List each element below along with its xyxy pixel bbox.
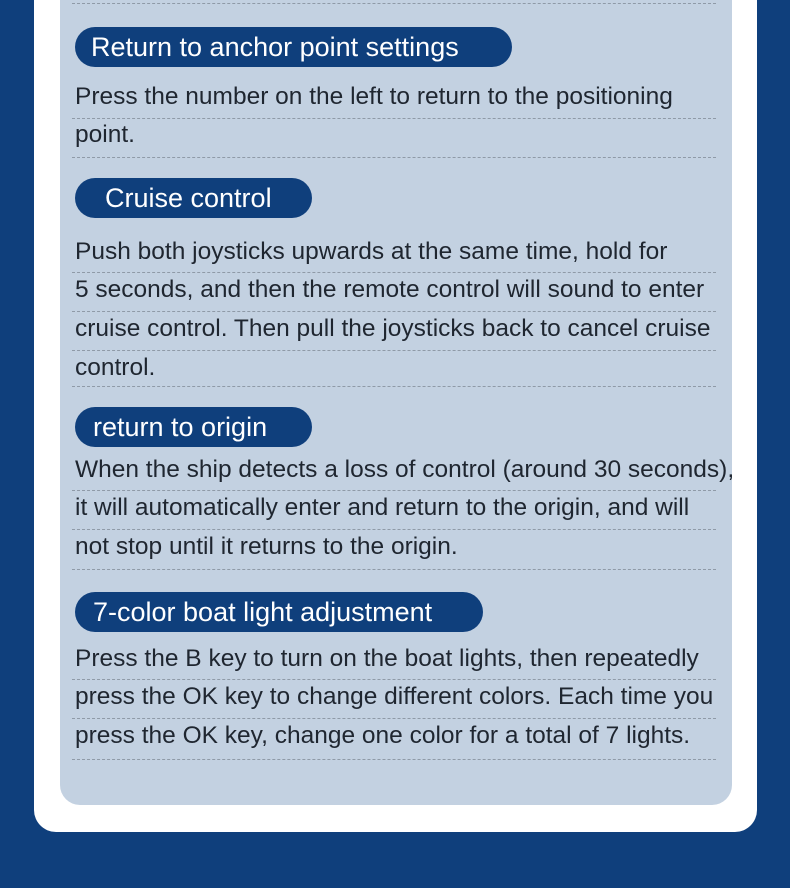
divider: [72, 490, 716, 491]
section-title-origin: return to origin: [75, 407, 312, 447]
divider: [72, 272, 716, 273]
divider: [72, 718, 716, 719]
section-line: it will automatically enter and return to the origin, and will: [75, 494, 690, 521]
section-title-anchor: Return to anchor point settings: [75, 27, 512, 67]
divider: [72, 386, 716, 387]
section-line: Press the B key to turn on the boat lights, then repeatedly: [75, 645, 699, 672]
section-line: 5 seconds, and then the remote control will sound to enter: [75, 276, 705, 303]
divider: [72, 759, 716, 760]
divider: [72, 350, 716, 351]
section-title-cruise: Cruise control: [75, 178, 312, 218]
section-line: point.: [75, 121, 135, 148]
section-line: not stop until it returns to the origin.: [75, 533, 458, 560]
section-title-light: 7-color boat light adjustment: [75, 592, 483, 632]
divider: [72, 679, 716, 680]
section-line: When the ship detects a loss of control (around 30 seconds),: [75, 456, 735, 483]
section-line: Push both joysticks upwards at the same time, hold for: [75, 238, 668, 265]
section-line: Press the number on the left to return to the positioning: [75, 83, 673, 110]
divider: [72, 529, 716, 530]
divider: [72, 3, 716, 4]
divider: [72, 311, 716, 312]
section-line: cruise control. Then pull the joysticks back to cancel cruise: [75, 315, 711, 342]
divider: [72, 157, 716, 158]
section-line: press the OK key to change different colors. Each time you: [75, 683, 714, 710]
divider: [72, 118, 716, 119]
section-line: control.: [75, 354, 156, 381]
section-line: press the OK key, change one color for a total of 7 lights.: [75, 722, 691, 749]
divider: [72, 569, 716, 570]
